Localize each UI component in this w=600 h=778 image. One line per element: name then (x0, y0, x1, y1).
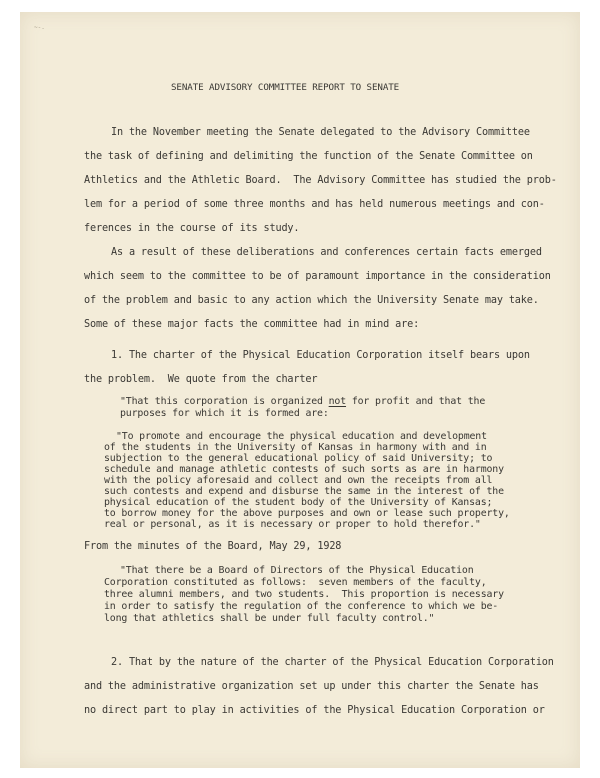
para1-line: the task of defining and delimiting the function of the Senate Committee on (84, 151, 533, 162)
para1-line: lem for a period of some three months and has held numerous meetings and con- (84, 199, 545, 210)
para2-line: of the problem and basic to any action which the University Senate may take. (84, 295, 539, 306)
quote1-line: purposes for which it is formed are: (120, 408, 329, 419)
charter-quote-line: of the students in the University of Kansas in harmony with and in (104, 442, 487, 453)
charter-quote-line: with the policy aforesaid and collect and own the receipts from all (104, 475, 493, 486)
para2-line: Some of these major facts the committee had in mind are: (84, 319, 420, 330)
minutes-quote-line: "That there be a Board of Directors of the Physical Education (120, 565, 474, 576)
document-title: SENATE ADVISORY COMMITTEE REPORT TO SENATE (171, 82, 400, 93)
minutes-quote-line: long that athletics shall be under full faculty control." (104, 613, 435, 624)
item1-line: the problem. We quote from the charter (84, 374, 318, 385)
item2-line: and the administrative organization set up under this charter the Senate has (84, 681, 539, 692)
minutes-quote-line: Corporation constituted as follows: seven members of the faculty, (104, 577, 487, 588)
quote1-underlined-word: not (328, 396, 347, 407)
minutes-intro: From the minutes of the Board, May 29, 1928 (84, 541, 342, 552)
item1-line: 1. The charter of the Physical Education Corporation itself bears upon (111, 350, 530, 361)
charter-quote-line: schedule and manage athletic contests of such sorts as are in harmony (104, 464, 504, 475)
quote1-line1-pre: "That this corporation is organized (120, 396, 329, 407)
quote1-line1-post: for profit and that the (346, 396, 486, 407)
charter-quote-line: to borrow money for the above purposes and own or lease such property, (104, 508, 510, 519)
charter-quote-line: such contests and expend and disburse the same in the interest of the (104, 486, 504, 497)
item2-line: no direct part to play in activities of the Physical Education Corporation or (84, 705, 545, 716)
quote1-line (120, 396, 485, 407)
para1-line: ferences in the course of its study. (84, 223, 300, 234)
charter-quote-line: "To promote and encourage the physical education and development (116, 431, 487, 442)
document-page (20, 12, 580, 768)
minutes-quote-line: three alumni members, and two students. This proportion is necessary (104, 589, 504, 600)
charter-quote-line: real or personal, as it is necessary or proper to hold therefor." (104, 519, 481, 530)
minutes-quote-line: in order to satisfy the regulation of the conference to which we be- (104, 601, 499, 612)
item2-line: 2. That by the nature of the charter of the Physical Education Corporation (111, 657, 554, 668)
charter-quote-line: physical education of the student body of the University of Kansas; (104, 497, 493, 508)
para1-line: In the November meeting the Senate delegated to the Advisory Committee (111, 127, 530, 138)
charter-quote-line: subjection to the general educational policy of said University; to (104, 453, 493, 464)
para2-line: which seem to the committee to be of paramount importance in the consideration (84, 271, 551, 282)
para2-line: As a result of these deliberations and conferences certain facts emerged (111, 247, 542, 258)
corner-mark: ~-. (34, 24, 45, 31)
para1-line: Athletics and the Athletic Board. The Advisory Committee has studied the prob- (84, 175, 557, 186)
